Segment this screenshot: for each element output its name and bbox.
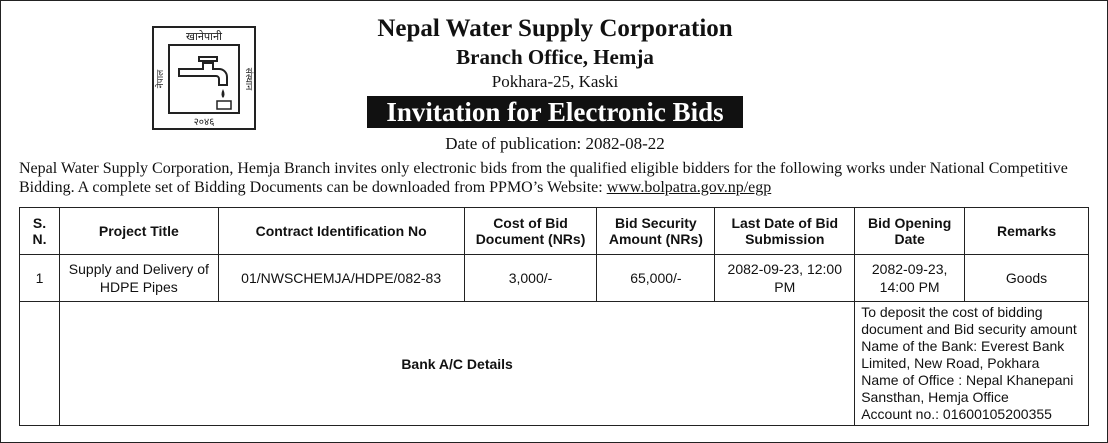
bid-table [19,207,1089,426]
notice-title: Invitation for Electronic Bids [367,96,743,128]
bank-account: Account no.: 01600105200355 [861,406,1052,422]
logo-bottom-text: २०४६ [193,117,215,128]
cell-cost: 3,000/- [464,255,597,302]
cell-sn: 1 [20,255,60,302]
bank-label: Bank A/C Details [59,302,854,426]
header-last-date: Last Date of Bid Submission [715,208,855,255]
cell-remarks: Goods [965,255,1089,302]
cell-opening-date: 2082-09-23, 14:00 PM [855,255,965,302]
cell-bid-security: 65,000/- [597,255,715,302]
bank-details-row [20,302,1089,426]
bank-office: Name of Office : Nepal Khanepani Sansthan, Hemja Office [861,372,1074,405]
bank-empty-cell [20,302,60,426]
cell-contract-id: 01/NWSCHEMJA/HDPE/082-83 [218,255,464,302]
logo-top-text: खानेपानी [185,30,223,43]
header-opening-date: Bid Opening Date [855,208,965,255]
logo-right-text: संस्थान [243,67,253,91]
intro-text: Nepal Water Supply Corporation, Hemja Branch invites only electronic bids from the qualified eligible bidders for the following works under National Competitive Bidding. A complete set of Bidding Documents can be downloaded from PPMO’s Website: [19,160,1068,196]
publication-date: Date of publication: 2082-08-22 [445,134,665,153]
header-cost: Cost of Bid Document (NRs) [464,208,597,255]
ppmo-website-link[interactable]: www.bolpatra.gov.np/egp [606,179,772,196]
header-sn: S. N. [20,208,60,255]
organization-name: Nepal Water Supply Corporation [377,15,733,42]
table-row [20,255,1089,302]
branch-name: Branch Office, Hemja [456,45,654,69]
intro-paragraph [19,159,1094,197]
header-remarks: Remarks [965,208,1089,255]
bank-details [855,302,1089,426]
bank-purpose: To deposit the cost of bidding document and Bid security amount [861,304,1077,337]
table-header-row [20,208,1089,255]
header-project-title: Project Title [59,208,218,255]
cell-last-date: 2082-09-23, 12:00 PM [715,255,855,302]
header-contract-id: Contract Identification No [218,208,464,255]
address: Pokhara-25, Kaski [491,72,619,91]
bank-name: Name of the Bank: Everest Bank Limited, New Road, Pokhara [861,338,1065,371]
logo-left-text: नेपाल [156,69,166,89]
header-bid-security: Bid Security Amount (NRs) [597,208,715,255]
cell-project-title: Supply and Delivery of HDPE Pipes [59,255,218,302]
